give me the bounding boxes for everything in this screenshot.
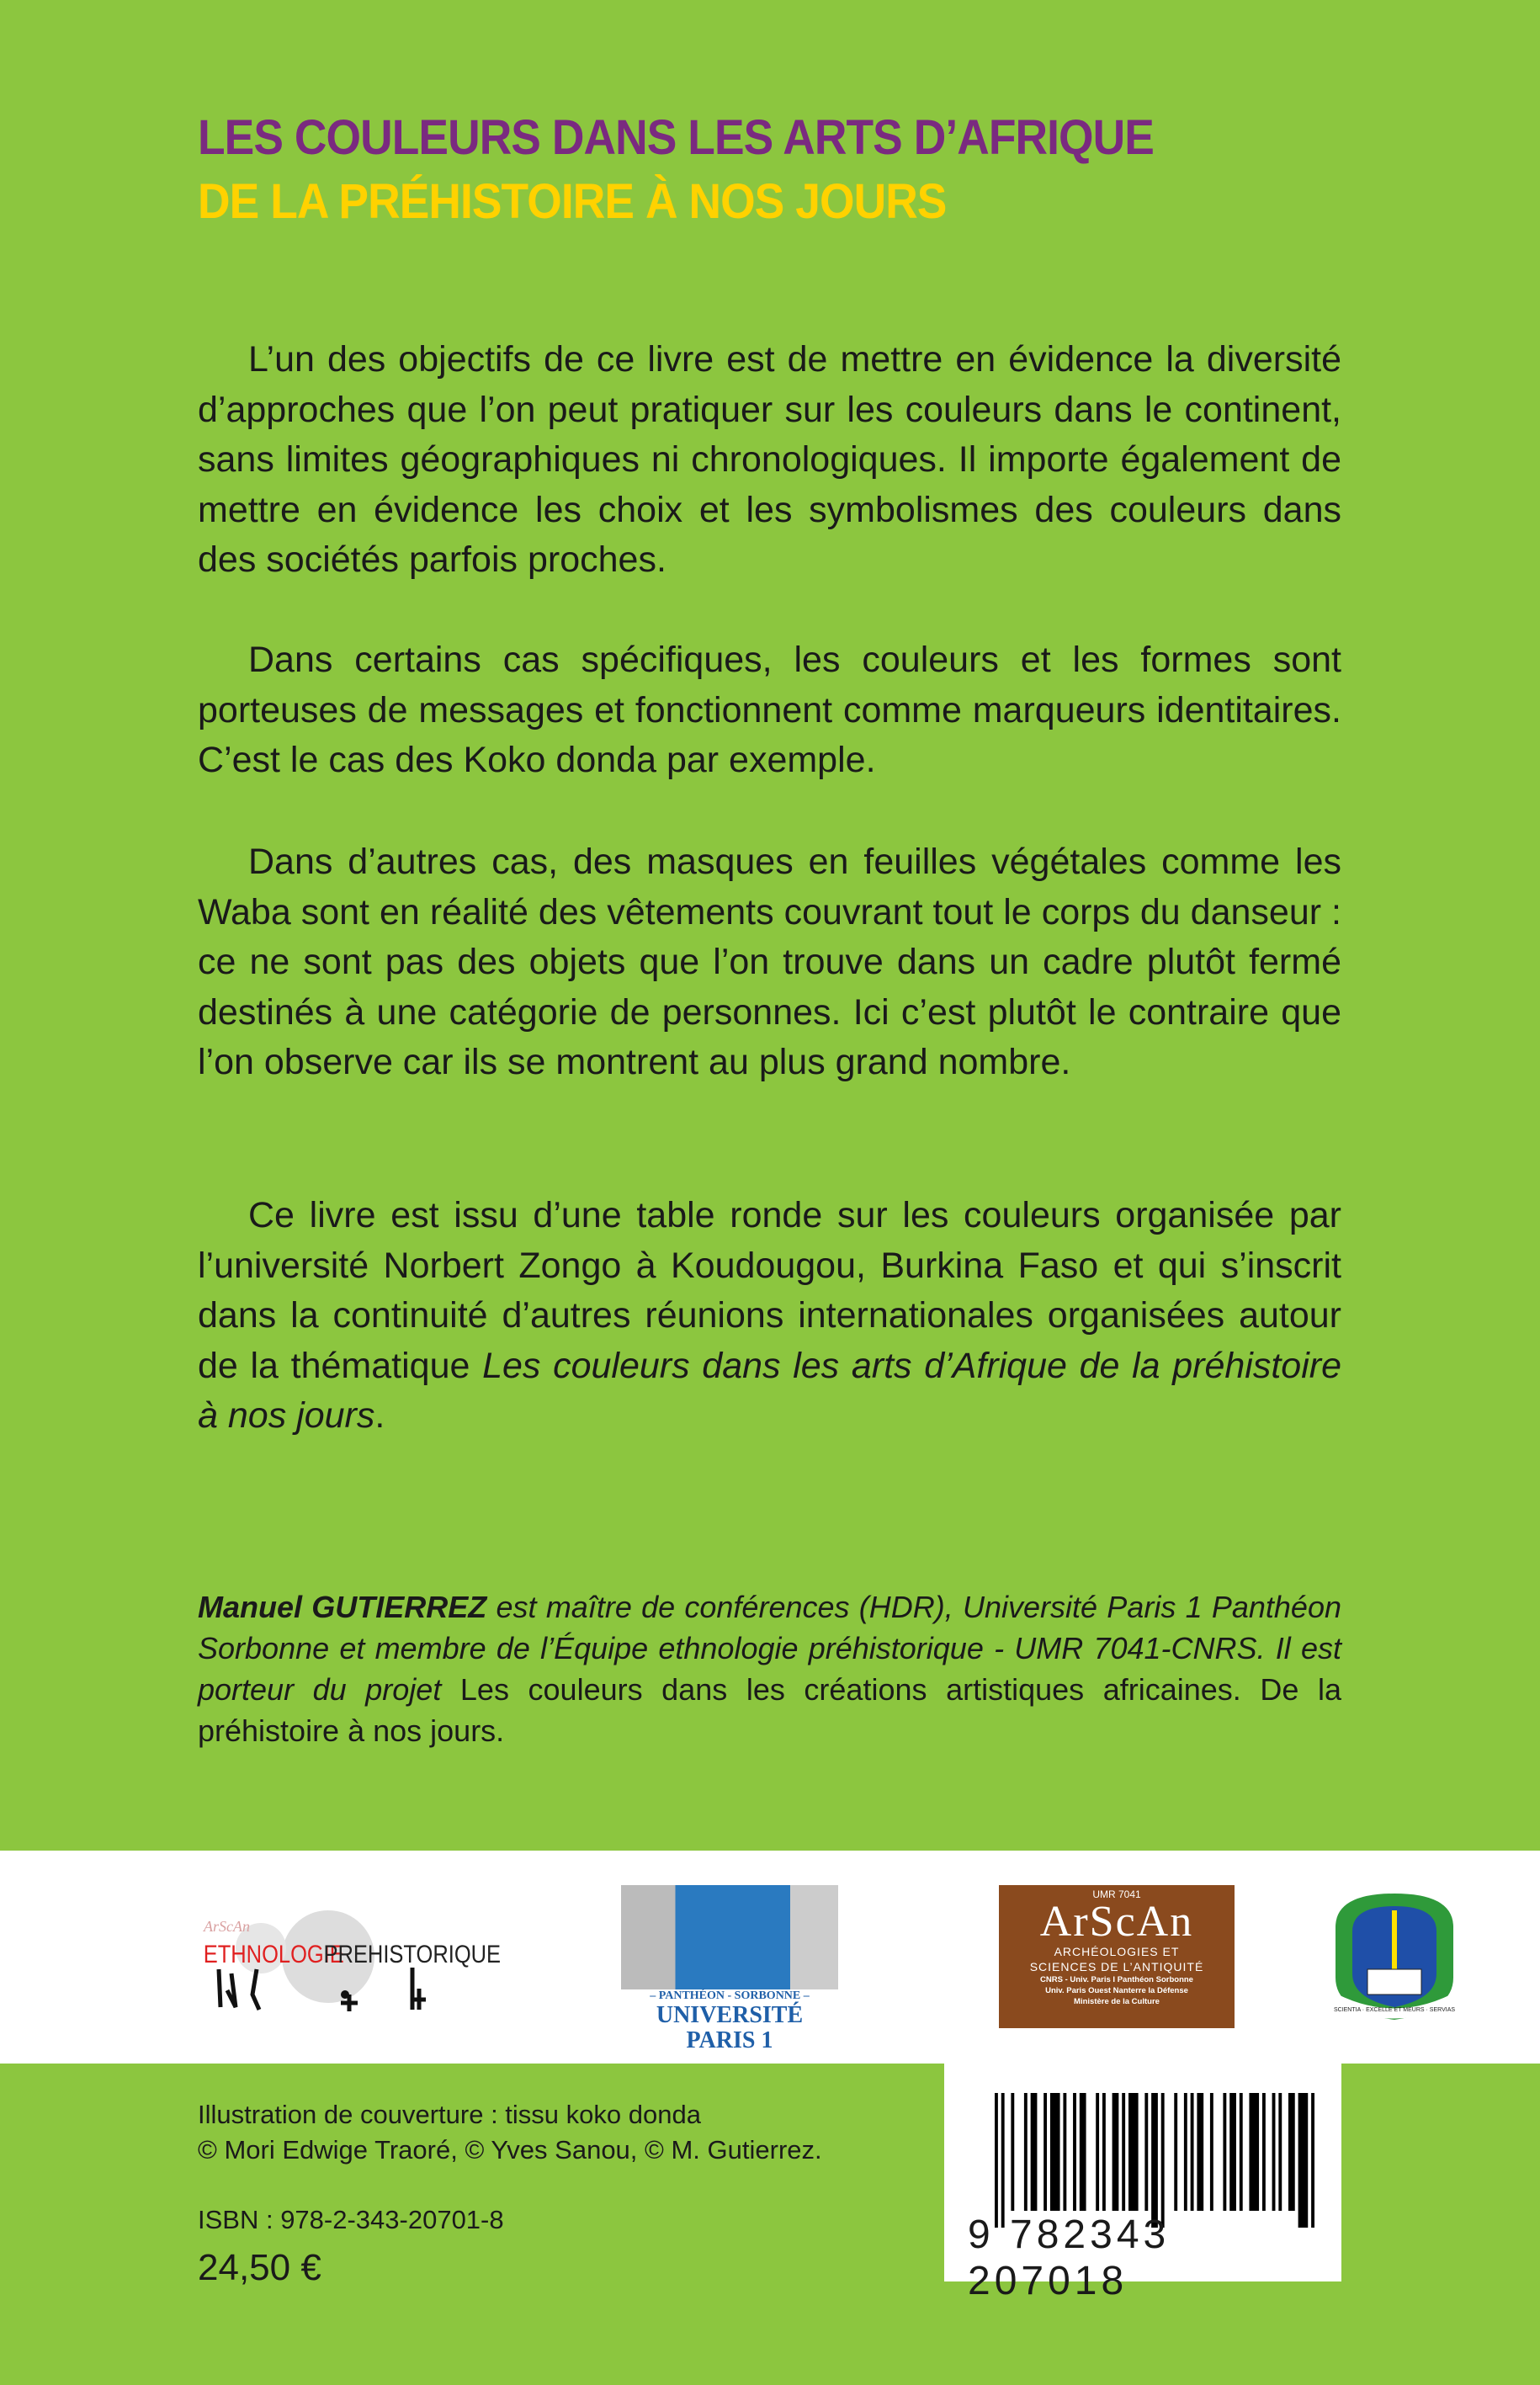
blurb-paragraph: [198, 1191, 1341, 1442]
author-name: Manuel GUTIERREZ: [198, 1590, 487, 1624]
unz-motto: SCIENTIA · EXCELLE ET MEURS · SERVIAS: [1333, 2007, 1456, 2013]
paris1-logo-small: – PANTHÉON - SORBONNE –: [650, 1989, 810, 2002]
paragraph-text: [198, 1191, 1341, 1442]
credits-line2: © Mori Edwige Traoré, © Yves Sanou, © M. Gutierrez.: [198, 2135, 822, 2165]
book-subtitle: DE LA PRÉHISTOIRE À NOS JOURS: [198, 174, 947, 229]
cover-credits: [198, 2097, 938, 2168]
barcode-bars: [995, 2093, 1314, 2228]
credits-line1: Illustration de couverture : tissu koko donda: [198, 2100, 701, 2129]
barcode-bar: [1102, 2093, 1106, 2211]
barcode-bar: [1223, 2093, 1226, 2211]
arscan-name: ArScAn: [1039, 1898, 1194, 1946]
arscan-line1: CNRS - Univ. Paris I Panthéon Sorbonne: [1040, 1975, 1193, 1984]
barcode-bar: [1240, 2093, 1243, 2211]
isbn: ISBN : 978-2-343-20701-8: [198, 2205, 504, 2234]
barcode-bar: [1113, 2093, 1119, 2211]
barcode-bar: [1278, 2093, 1282, 2211]
barcode-bar: [1288, 2093, 1295, 2211]
paragraph-text: L’un des objectifs de ce livre est de mettre en évidence la diversité d’approches que l’on peut pratiquer sur les couleurs dans le continent, sans limites géographiques ni chronologiques. Il importe également de mettre en évidence les choix et les symbolismes des couleurs dans des sociétés parfois proches.: [198, 339, 1341, 580]
project-title: Les couleurs dans les créations artistiques africaines. De la préhistoire à nos jours.: [198, 1672, 1341, 1748]
paragraph-text: Dans d’autres cas, des masques en feuilles végétales comme les Waba sont en réalité des vêtements couvrant tout le corps du danseur : ce ne sont pas des objets que l’on trouve dans un cadre plutôt fermé destinés à une catégorie de personnes. Ici c’est plutôt le contraire que l’on observe car ils se montrent au plus grand nombre.: [198, 842, 1341, 1082]
bio-text: est maître de conférences (HDR), Université Paris 1 Panthéon Sorbonne et membre de l’Équipe ethnologie préhistorique - UMR 7041-CNRS. Il est porteur du projet: [198, 1590, 1341, 1707]
barcode-bar: [995, 2093, 998, 2228]
barcode-bar: [1128, 2093, 1139, 2211]
barcode-bar: [1122, 2093, 1125, 2211]
barcode-bar: [1262, 2093, 1266, 2211]
barcode-bar: [1298, 2093, 1309, 2228]
barcode-bar: [1197, 2093, 1203, 2211]
paris1-logo-main: UNIVERSITÉ PARIS 1: [656, 2002, 804, 2053]
arscan-sub1: ARCHÉOLOGIES ET: [1054, 1945, 1180, 1958]
arscan-line3: Ministère de la Culture: [1074, 1997, 1160, 2006]
ethnologie-prehistorique-logo: [202, 1910, 505, 2020]
barcode-bar: [1031, 2093, 1038, 2211]
ethno-logo-word2: PREHISTORIQUE: [323, 1940, 502, 1968]
paragraph-text: Dans certains cas spécifiques, les couleurs et les formes sont porteuses de messages et fonctionnent comme marqueurs identitaires. C’est le cas des Koko donda par exemple.: [198, 640, 1341, 780]
barcode-bar: [1191, 2093, 1194, 2211]
barcode: [944, 2064, 1341, 2303]
barcode-bar: [1249, 2093, 1259, 2211]
blurb-paragraph: [198, 837, 1341, 1088]
barcode-bar: [1174, 2093, 1177, 2211]
paragraph-end: .: [374, 1395, 385, 1436]
universite-norbert-zongo-emblem: [1319, 1885, 1470, 2028]
barcode-bar: [1073, 2093, 1076, 2211]
arscan-umr: UMR 7041: [1092, 1888, 1141, 1900]
price: 24,50 €: [198, 2247, 321, 2288]
barcode-bar: [1151, 2093, 1158, 2228]
barcode-bar: [1043, 2093, 1047, 2211]
barcode-bar: [1096, 2093, 1099, 2211]
barcode-bar: [1050, 2093, 1060, 2211]
barcode-bar: [1080, 2093, 1086, 2211]
barcode-bar: [1272, 2093, 1276, 2211]
blurb-paragraph: [198, 335, 1341, 586]
ethno-logo-word1: ETHNOLOGIE: [203, 1940, 344, 1968]
barcode-bar: [1161, 2093, 1165, 2228]
arscan-sub2: SCIENCES DE L’ANTIQUITÉ: [1029, 1960, 1204, 1973]
barcode-digits: 9 782343 207018: [968, 2212, 1171, 2303]
barcode-bar: [1001, 2093, 1005, 2228]
blurb-paragraph: [198, 635, 1341, 786]
barcode-bar: [1144, 2093, 1148, 2211]
arscan-line2: Univ. Paris Ouest Nanterre la Défense: [1045, 1986, 1188, 1995]
ethno-logo-top: ArScAn: [204, 1918, 250, 1935]
barcode-bar: [1024, 2093, 1028, 2211]
barcode-bar: [1229, 2093, 1236, 2211]
paragraph-text-main: Ce livre est issu d’une table ronde sur les couleurs organisée par l’université Norbert Zongo à Koudougou, Burkina Faso et qui s’inscrit dans la continuité d’autres réunions internationales organisées autour de la thématique: [198, 1195, 1341, 1386]
barcode-bar: [1011, 2093, 1014, 2211]
universite-paris1-logo: [621, 1885, 838, 2053]
barcode-bar: [1311, 2093, 1314, 2228]
book-title: LES COULEURS DANS LES ARTS D’AFRIQUE: [198, 110, 1154, 165]
barcode-bar: [1210, 2093, 1213, 2211]
arscan-logo: [999, 1885, 1235, 2028]
barcode-bar: [1063, 2093, 1066, 2211]
book-title-italic: Les couleurs dans les arts d’Afrique de la préhistoire à nos jours: [198, 1345, 1341, 1436]
barcode-bar: [1184, 2093, 1187, 2211]
author-bio: [198, 1586, 1341, 1751]
